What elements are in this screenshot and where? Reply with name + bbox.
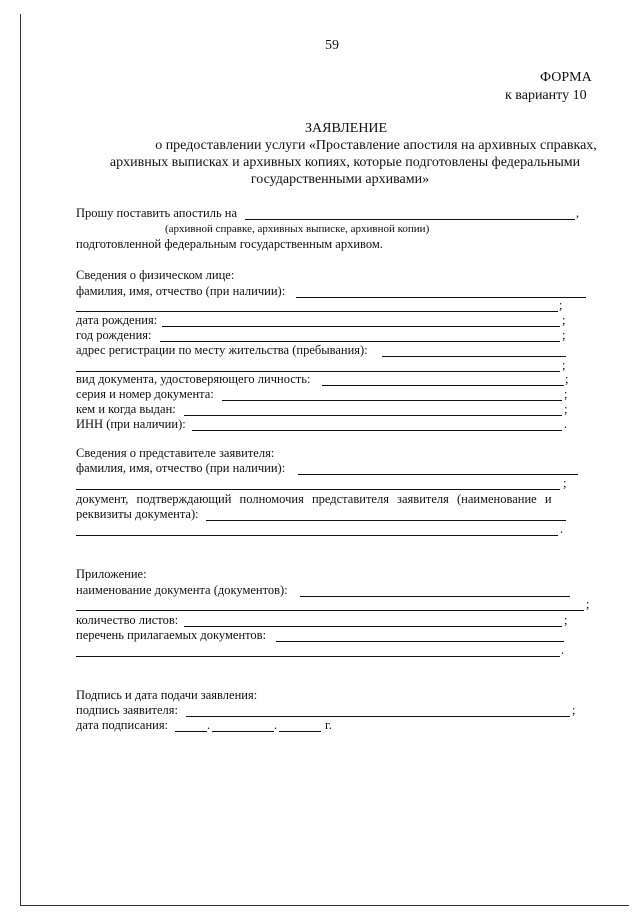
attachment-name-field-2[interactable] <box>76 610 584 611</box>
attachments-heading: Приложение: <box>76 567 147 581</box>
sheet-count-field[interactable] <box>184 626 562 627</box>
id-series-field[interactable] <box>222 400 562 401</box>
period: . <box>564 417 568 431</box>
birth-year-field[interactable] <box>160 341 560 342</box>
semicolon: ; <box>562 313 566 327</box>
sheet-count-label: количество листов: <box>76 613 179 627</box>
signature-heading: Подпись и дата подачи заявления: <box>76 688 258 702</box>
date-separator: . <box>207 718 211 732</box>
sign-date-month-field[interactable] <box>212 731 274 732</box>
doc-list-field-2[interactable] <box>76 656 560 657</box>
period: . <box>560 522 564 536</box>
variant-label: к варианту 10 <box>505 88 587 103</box>
authority-doc-field[interactable] <box>206 520 566 521</box>
applicant-signature-field[interactable] <box>186 716 570 717</box>
individual-name-field[interactable] <box>296 297 586 298</box>
semicolon: ; <box>562 328 566 342</box>
request-continuation: подготовленной федеральным государственным архивом. <box>76 237 383 251</box>
id-doc-type-field[interactable] <box>322 385 564 386</box>
semicolon: ; <box>559 298 563 312</box>
birth-date-field[interactable] <box>162 326 560 327</box>
inn-label: ИНН (при наличии): <box>76 417 186 431</box>
authority-doc-label-2: реквизиты документа): <box>76 507 199 521</box>
id-series-label: серия и номер документа: <box>76 387 214 401</box>
apostille-object-field[interactable] <box>245 219 575 220</box>
request-text: Прошу поставить апостиль на <box>76 206 238 220</box>
authority-doc-field-2[interactable] <box>76 535 558 536</box>
attachment-name-label: наименование документа (документов): <box>76 583 288 597</box>
birth-date-label: дата рождения: <box>76 313 158 327</box>
attachment-name-field[interactable] <box>300 596 570 597</box>
address-label: адрес регистрации по месту жительства (пребывания): <box>76 343 368 357</box>
semicolon: ; <box>562 358 566 372</box>
doc-list-label: перечень прилагаемых документов: <box>76 628 267 642</box>
representative-name-label: фамилия, имя, отчество (при наличии): <box>76 461 286 475</box>
subtitle-line-2: архивных выписках и архивных копиях, которые подготовлены федеральными <box>109 155 581 170</box>
comma: , <box>576 206 580 220</box>
issued-by-field[interactable] <box>184 415 562 416</box>
semicolon: ; <box>572 703 576 717</box>
representative-name-field[interactable] <box>298 474 578 475</box>
semicolon: ; <box>563 476 567 490</box>
id-doc-type-label: вид документа, удостоверяющего личность: <box>76 372 311 386</box>
document-title: ЗАЯВЛЕНИЕ <box>305 121 388 136</box>
semicolon: ; <box>564 387 568 401</box>
issued-by-label: кем и когда выдан: <box>76 402 176 416</box>
subtitle-line-3: государственными архивами» <box>250 172 430 187</box>
semicolon: ; <box>564 613 568 627</box>
sign-date-year-field[interactable] <box>279 731 321 732</box>
address-field[interactable] <box>382 356 566 357</box>
semicolon: ; <box>564 402 568 416</box>
sign-date-label: дата подписания: <box>76 718 169 732</box>
authority-doc-label: документ, подтверждающий полномочия представителя заявителя (наименование и <box>76 492 552 506</box>
sign-date-day-field[interactable] <box>175 731 207 732</box>
subtitle-line-1: о предоставлении услуги «Проставление апостиля на архивных справках, <box>155 138 597 153</box>
page-number: 59 <box>325 38 339 53</box>
birth-year-label: год рождения: <box>76 328 152 342</box>
date-separator: . <box>274 718 278 732</box>
semicolon: ; <box>586 597 590 611</box>
representative-heading: Сведения о представителе заявителя: <box>76 446 275 460</box>
applicant-signature-label: подпись заявителя: <box>76 703 178 717</box>
period: . <box>561 643 565 657</box>
semicolon: ; <box>565 372 569 386</box>
form-label: ФОРМА <box>540 70 592 85</box>
request-hint: (архивной справке, архивных выписке, архивной копии) <box>165 223 430 235</box>
inn-field[interactable] <box>192 430 562 431</box>
year-suffix: г. <box>325 718 332 732</box>
individual-name-label: фамилия, имя, отчество (при наличии): <box>76 284 286 298</box>
individual-name-field-2[interactable] <box>76 311 558 312</box>
doc-list-field[interactable] <box>276 641 564 642</box>
representative-name-field-2[interactable] <box>76 489 560 490</box>
individual-heading: Сведения о физическом лице: <box>76 268 235 282</box>
